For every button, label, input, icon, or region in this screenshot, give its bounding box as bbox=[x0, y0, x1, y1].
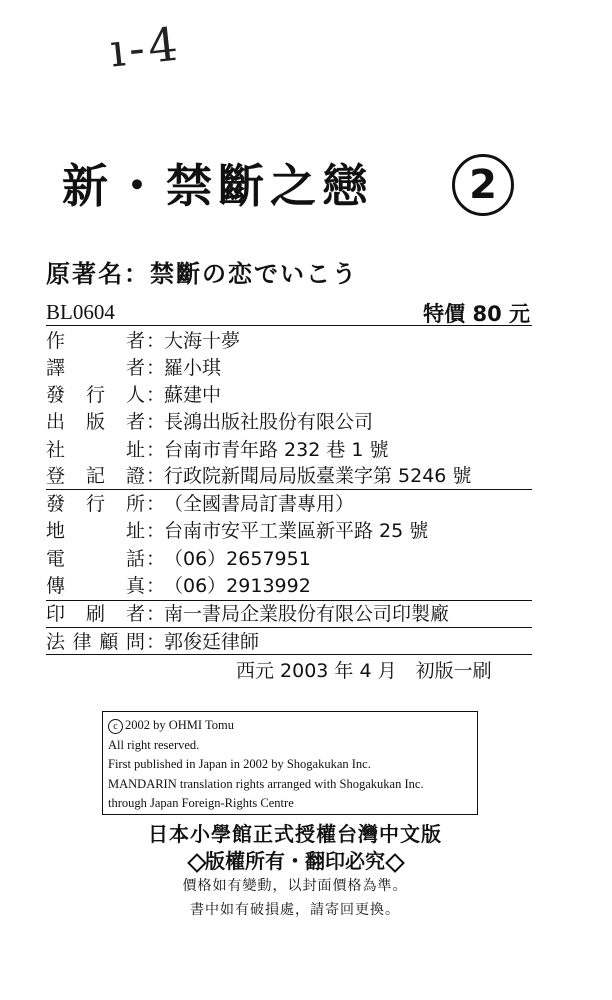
credit-label-char: 行 bbox=[86, 493, 106, 515]
copyright-icon: c bbox=[108, 719, 123, 734]
credit-colon: ： bbox=[146, 384, 166, 406]
credit-label-char: 地 bbox=[46, 520, 66, 542]
credit-value: 蘇建中 bbox=[164, 384, 222, 406]
credit-label bbox=[46, 573, 146, 599]
credit-colon: ： bbox=[146, 493, 166, 515]
credit-colon: ： bbox=[146, 575, 166, 597]
price-note: 價格如有變動，以封面價格為準。 bbox=[182, 878, 408, 894]
credit-label bbox=[46, 491, 146, 517]
credit-label-char: 人 bbox=[126, 384, 146, 406]
credit-colon: ： bbox=[146, 520, 166, 542]
credit-label-char: 社 bbox=[46, 439, 66, 461]
credit-label bbox=[46, 463, 146, 489]
credit-row-printer bbox=[46, 601, 546, 627]
credit-label-char: 址 bbox=[126, 520, 146, 542]
credit-row-fax bbox=[46, 573, 546, 599]
credit-label bbox=[46, 382, 146, 408]
copyright-line: c 2002 by OHMI Tomu bbox=[108, 716, 477, 736]
copyright-line: MANDARIN translation rights arranged with Shogakukan Inc. bbox=[108, 776, 424, 791]
credit-row-publisher bbox=[46, 409, 546, 435]
credit-label-char: 刷 bbox=[86, 603, 106, 625]
credit-row-translator bbox=[46, 355, 546, 381]
credit-label-char: 記 bbox=[86, 465, 106, 487]
credit-value: （06）2657951 bbox=[164, 548, 311, 570]
credit-value: （全國書局訂書專用） bbox=[164, 493, 355, 515]
credit-label-char: 發 bbox=[46, 493, 66, 515]
credit-label-char: 者 bbox=[126, 603, 146, 625]
credit-label-char: 電 bbox=[46, 548, 66, 570]
rights-text: 版權所有・翻印必究 bbox=[205, 849, 385, 873]
price: 特價 80 元 bbox=[423, 302, 530, 326]
copyright-box bbox=[102, 711, 478, 815]
credit-row-legal bbox=[46, 629, 546, 655]
credit-label-char: 印 bbox=[46, 603, 66, 625]
credit-label-char: 話 bbox=[126, 548, 146, 570]
credit-label-char: 出 bbox=[46, 411, 66, 433]
credit-colon: ： bbox=[146, 411, 166, 433]
copyright-line: First published in Japan in 2002 by Shogakukan Inc. bbox=[108, 757, 371, 771]
credit-label-char: 行 bbox=[86, 384, 106, 406]
credit-value: （06）2913992 bbox=[164, 575, 311, 597]
credit-label bbox=[46, 629, 146, 655]
credit-label-char: 者 bbox=[126, 411, 146, 433]
credit-label-char: 登 bbox=[46, 465, 66, 487]
credit-row-dist-address bbox=[46, 518, 546, 544]
credit-label bbox=[46, 601, 146, 627]
credit-label-char: 譯 bbox=[46, 357, 66, 379]
credit-value: 郭俊廷律師 bbox=[164, 631, 260, 653]
credit-row-distributor bbox=[46, 491, 546, 517]
rights-notice bbox=[120, 845, 470, 874]
credit-value: 行政院新聞局局版臺業字第 5246 號 bbox=[164, 465, 472, 487]
credit-label-char: 作 bbox=[46, 330, 66, 352]
diamond-icon bbox=[387, 855, 401, 869]
credit-label-char: 問 bbox=[126, 631, 146, 653]
credit-value: 台南市青年路 232 巷 1 號 bbox=[164, 439, 389, 461]
credit-label-char: 者 bbox=[126, 357, 146, 379]
edition-info: 西元 2003 年 4 月 初版一刷 bbox=[236, 660, 492, 682]
credit-colon: ： bbox=[146, 603, 166, 625]
original-title: 原著名：禁斷の恋でいこう bbox=[46, 260, 358, 288]
credit-label bbox=[46, 409, 146, 435]
damage-note: 書中如有破損處，請寄回更換。 bbox=[190, 902, 400, 918]
book-title: 新・禁斷之戀 bbox=[62, 159, 374, 213]
divider-bottom bbox=[46, 654, 532, 655]
credit-row-author bbox=[46, 328, 546, 354]
credit-row-registration bbox=[46, 463, 546, 489]
volume-number: 2 bbox=[452, 154, 514, 216]
credit-label bbox=[46, 355, 146, 381]
credit-value: 南一書局企業股份有限公司印製廠 bbox=[164, 603, 450, 625]
credit-row-phone bbox=[46, 546, 546, 572]
diamond-icon bbox=[189, 855, 203, 869]
credit-colon: ： bbox=[146, 330, 166, 352]
copyright-line: through Japan Foreign-Rights Centre bbox=[108, 796, 294, 810]
credit-colon: ： bbox=[146, 439, 166, 461]
divider-printer bbox=[46, 600, 532, 601]
credit-colon: ： bbox=[146, 465, 166, 487]
credit-label bbox=[46, 328, 146, 354]
credit-label-char: 律 bbox=[72, 631, 92, 653]
divider-top bbox=[46, 325, 532, 326]
credit-label bbox=[46, 437, 146, 463]
credit-value: 大海十夢 bbox=[164, 330, 241, 352]
handwritten-mark: ı-4 bbox=[107, 16, 185, 78]
copyright-line: All right reserved. bbox=[108, 737, 200, 752]
credit-label-char: 證 bbox=[126, 465, 146, 487]
credit-row-publisher-person bbox=[46, 382, 546, 408]
credit-colon: ： bbox=[146, 631, 166, 653]
credit-label-char: 法 bbox=[46, 631, 66, 653]
credit-label-char: 發 bbox=[46, 384, 66, 406]
credit-colon: ： bbox=[146, 548, 166, 570]
credit-label-char: 址 bbox=[126, 439, 146, 461]
credit-label bbox=[46, 546, 146, 572]
credit-label-char: 真 bbox=[126, 575, 146, 597]
credit-label-char: 版 bbox=[86, 411, 106, 433]
credit-label-char: 顧 bbox=[99, 631, 119, 653]
credit-row-address bbox=[46, 437, 546, 463]
credit-value: 台南市安平工業區新平路 25 號 bbox=[164, 520, 429, 542]
book-code: BL0604 bbox=[46, 300, 115, 324]
credit-label-char: 者 bbox=[126, 330, 146, 352]
authorization-notice: 日本小學館正式授權台灣中文版 bbox=[148, 822, 442, 846]
credit-colon: ： bbox=[146, 357, 166, 379]
credit-label-char: 傳 bbox=[46, 575, 66, 597]
credit-label-char: 所 bbox=[126, 493, 146, 515]
credit-value: 羅小琪 bbox=[164, 357, 222, 379]
divider-registration bbox=[46, 489, 532, 490]
divider-legal bbox=[46, 627, 532, 628]
credit-label bbox=[46, 518, 146, 544]
credit-value: 長鴻出版社股份有限公司 bbox=[164, 411, 374, 433]
